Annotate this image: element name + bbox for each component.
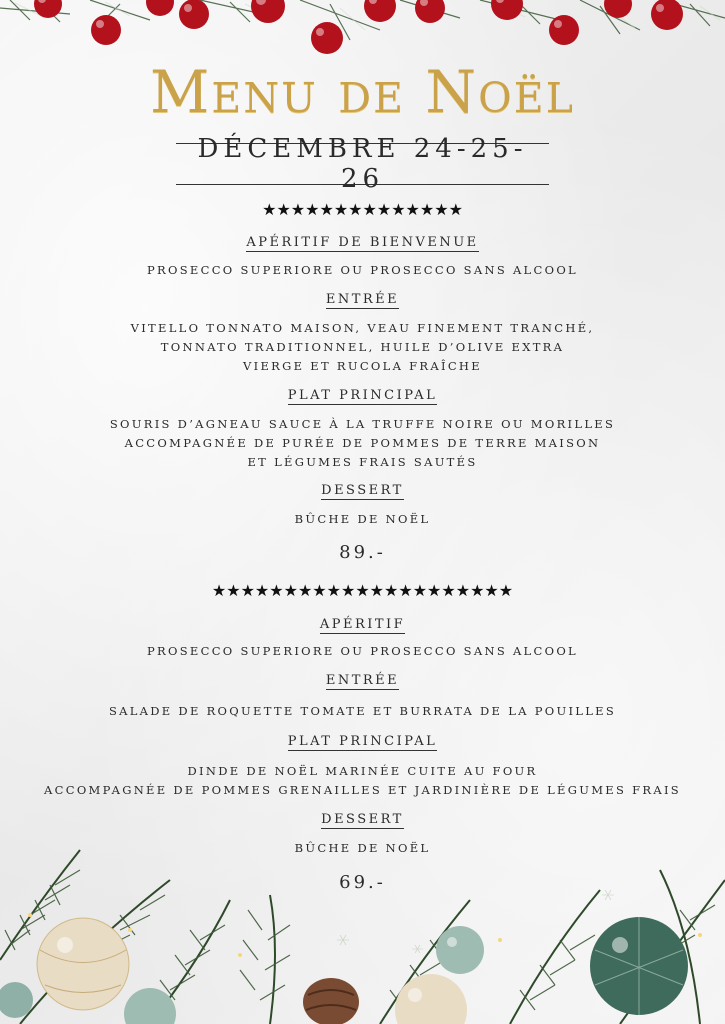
top-garland-decoration — [0, 0, 725, 60]
dates-banner — [176, 134, 549, 194]
section-text-aperitif: PROSECCO SUPERIORE OU PROSECCO SANS ALCOOL — [147, 644, 578, 658]
section-text-dessert-1: BÛCHE DE NOËL — [294, 512, 431, 526]
bottom-pine-decoration — [0, 834, 725, 1024]
section-text-plat-principal-2: DINDE DE NOËL MARINÉE CUITE AU FOUR ACCOMPAGNÉE DE POMMES GRENAILLES ET JARDINIÈRE DE LÉGUMES FRAIS — [44, 764, 681, 797]
section-heading-dessert-2: DESSERT — [321, 812, 404, 827]
menu-price-1: 89.- — [339, 542, 386, 563]
section-heading-entree-1: ENTRÉE — [325, 292, 400, 307]
section-heading-plat-principal-2: PLAT PRINCIPAL — [287, 734, 438, 749]
section-heading-plat-principal-1: PLAT PRINCIPAL — [287, 388, 438, 403]
section-text-entree-2: SALADE DE ROQUETTE TOMATE ET BURRATA DE LA POUILLES — [108, 704, 617, 718]
section-heading-aperitif-bienvenue: APÉRITIF DE BIENVENUE — [246, 235, 479, 250]
section-heading-aperitif: APÉRITIF — [319, 617, 406, 632]
menu-title: Menu de Noël — [150, 58, 575, 126]
section-text-aperitif-bienvenue: PROSECCO SUPERIORE OU PROSECCO SANS ALCOOL — [147, 263, 578, 277]
section-heading-dessert-1: DESSERT — [321, 483, 404, 498]
section-heading-entree-2: ENTRÉE — [325, 673, 400, 688]
section-text-entree-1: VITELLO TONNATO MAISON, VEAU FINEMENT TRANCHÉ, TONNATO TRADITIONNEL, HUILE D’OLIVE EXTRA VIERGE ET RUCOLA FRAÎCHE — [130, 321, 595, 373]
section-text-dessert-2: BÛCHE DE NOËL — [294, 841, 431, 855]
menu-price-2: 69.- — [339, 872, 386, 893]
star-divider-2: ★★★★★★★★★★★★★★★★★★★★★ — [211, 581, 514, 600]
section-text-plat-principal-1: SOURIS D’AGNEAU SAUCE À LA TRUFFE NOIRE OU MORILLES ACCOMPAGNÉE DE PURÉE DE POMMES DE TERRE MAISON ET LÉGUMES FRAIS SAUTÉS — [109, 417, 616, 469]
star-divider-1: ★★★★★★★★★★★★★★ — [262, 200, 463, 219]
menu-dates: DÉCEMBRE 24-25-26 — [197, 134, 528, 194]
